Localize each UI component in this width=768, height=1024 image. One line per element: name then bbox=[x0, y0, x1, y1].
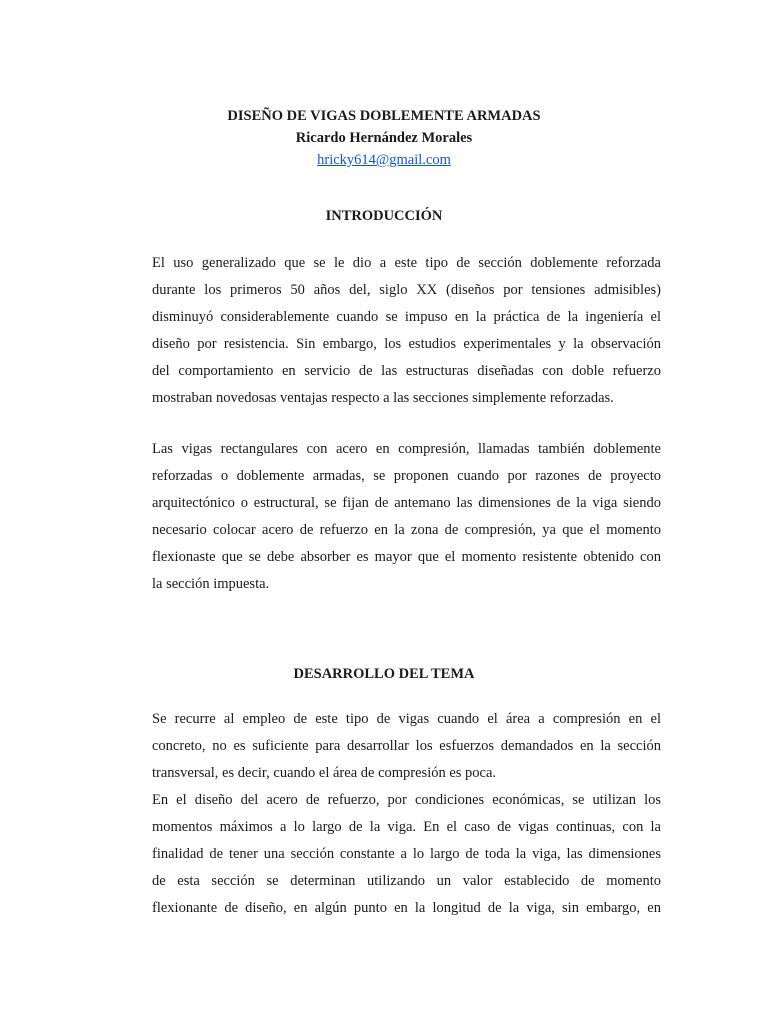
text-line: mostraban novedosas ventajas respecto a las secciones simplemente reforzadas. bbox=[152, 390, 614, 406]
text-line: disminuyó considerablemente cuando se impuso en la práctica de la ingeniería el bbox=[152, 309, 661, 325]
text-line: finalidad de tener una sección constante a lo largo de toda la viga, las dimensiones bbox=[152, 846, 661, 862]
text-line: flexionante de diseño, en algún punto en la longitud de la viga, sin embargo, en bbox=[152, 900, 661, 916]
document-author: Ricardo Hernández Morales bbox=[295, 130, 473, 146]
author-email bbox=[0, 150, 768, 171]
text-line: de esta sección se determinan utilizando un valor establecido de momento bbox=[152, 873, 661, 889]
text-line: durante los primeros 50 años del, siglo XX (diseños por tensiones admisibles) bbox=[152, 282, 661, 298]
text-line: El uso generalizado que se le dio a este tipo de sección doblemente reforzada bbox=[152, 255, 661, 271]
email-link[interactable]: hricky614@gmail.com bbox=[317, 152, 451, 168]
document-title: DISEÑO DE VIGAS DOBLEMENTE ARMADAS bbox=[227, 108, 541, 124]
section-heading-introduccion: INTRODUCCIÓN bbox=[325, 208, 443, 224]
text-line: momentos máximos a lo largo de la viga. En el caso de vigas continuas, con la bbox=[152, 819, 661, 835]
text-line: transversal, es decir, cuando el área de compresión es poca. bbox=[152, 765, 497, 781]
text-line: diseño por resistencia. Sin embargo, los estudios experimentales y la observación bbox=[152, 336, 661, 352]
text-line: Las vigas rectangulares con acero en compresión, llamadas también doblemente bbox=[152, 441, 661, 457]
text-line: necesario colocar acero de refuerzo en la zona de compresión, ya que el momento bbox=[152, 522, 661, 538]
text-line: Se recurre al empleo de este tipo de vigas cuando el área a compresión en el bbox=[152, 711, 661, 727]
text-line: flexionaste que se debe absorber es mayor que el momento resistente obtenido con bbox=[152, 549, 661, 565]
text-line: concreto, no es suficiente para desarrollar los esfuerzos demandados en la sección bbox=[152, 738, 661, 754]
text-line: En el diseño del acero de refuerzo, por condiciones económicas, se utilizan los bbox=[152, 792, 661, 808]
paragraph-desarrollo-1 bbox=[152, 706, 661, 922]
section-heading-desarrollo: DESARROLLO DEL TEMA bbox=[293, 666, 475, 682]
paragraph-intro-2 bbox=[152, 436, 661, 598]
text-line: arquitectónico o estructural, se fijan de antemano las dimensiones de la viga siendo bbox=[152, 495, 661, 511]
text-line: la sección impuesta. bbox=[152, 576, 270, 592]
text-line: reforzadas o doblemente armadas, se proponen cuando por razones de proyecto bbox=[152, 468, 661, 484]
paragraph-intro-1 bbox=[152, 250, 661, 412]
text-line: del comportamiento en servicio de las estructuras diseñadas con doble refuerzo bbox=[152, 363, 661, 379]
